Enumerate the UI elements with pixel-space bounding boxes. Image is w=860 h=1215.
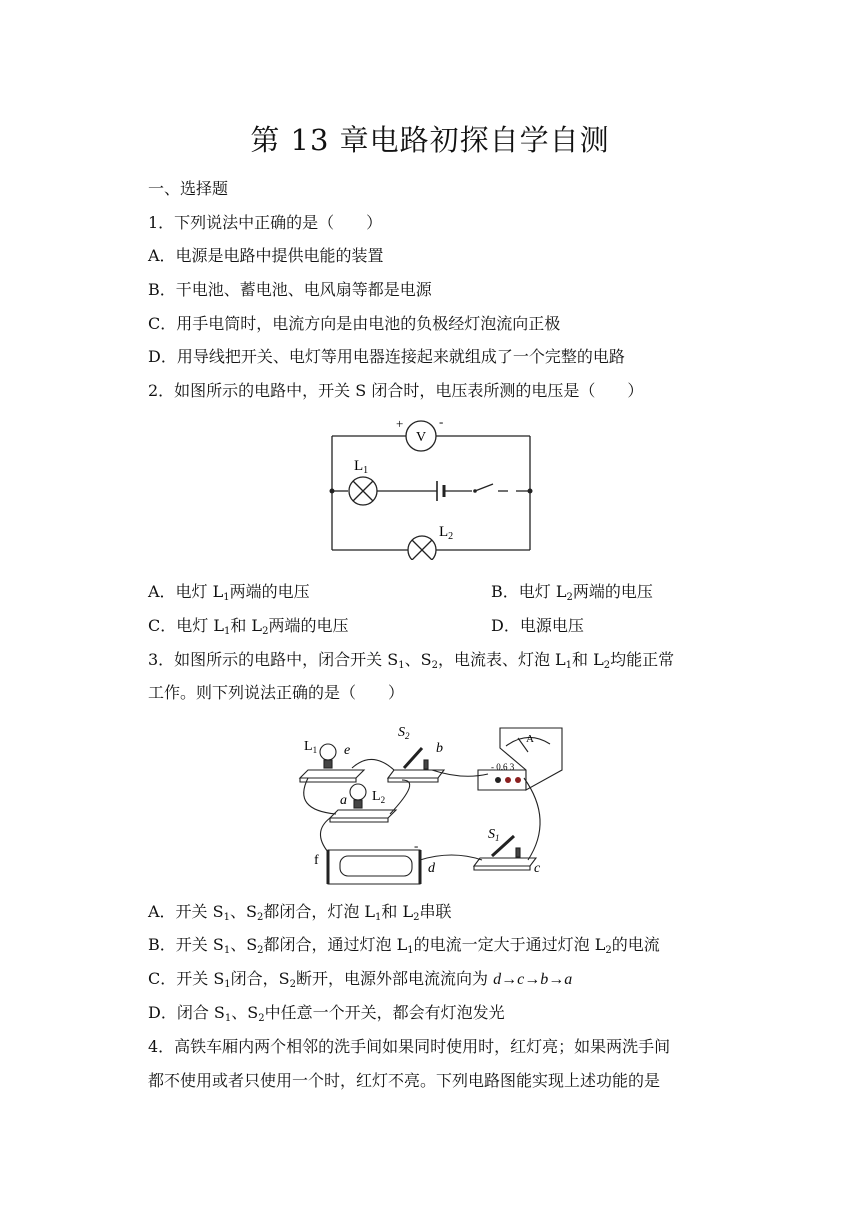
switch-s2-board-edge (388, 778, 438, 782)
point-b-label: b (436, 741, 443, 756)
lamp-l1-board-edge (300, 778, 356, 782)
lamp-l1-bulb (320, 744, 336, 760)
wire-l1-l2 (304, 778, 336, 814)
lamp-l2-bulb (350, 784, 366, 800)
lamp-l2-base (354, 800, 362, 808)
switch-s1-label: $S_1$ (488, 827, 500, 843)
junction-dot (528, 489, 533, 494)
point-a-label: a (340, 793, 347, 808)
switch-s1-board-edge (474, 866, 530, 870)
lamp-l2-label: $L_2$ (439, 524, 454, 542)
battery-cell (340, 856, 412, 876)
q2-option-d: D．电源电压 (491, 616, 584, 635)
junction-dot (330, 489, 335, 494)
ammeter-scale-label: - 0.6 3 (491, 762, 515, 772)
point-c-label: c (534, 861, 541, 876)
lamp-l2-symbol (408, 536, 436, 560)
q3-stem-line2: 工作。则下列说法正确的是（ ） (148, 683, 405, 702)
q1-option-b: B．干电池、蓄电池、电风扇等都是电源 (148, 280, 432, 299)
q3-stem-line1: 3．如图所示的电路中，闭合开关 $S_1$、$S_2$，电流表、灯泡 $L_1$和 $L_2$均能正常 (148, 650, 675, 671)
wire-l2-f (320, 818, 330, 852)
q2-option-a: A．电灯 $L_1$两端的电压 (148, 582, 310, 603)
voltmeter-label: V (415, 430, 427, 445)
wire-e-s2 (352, 759, 394, 770)
q3-option-d: D．闭合 $S_1$、$S_2$中任意一个开关，都会有灯泡发光 (148, 1003, 505, 1024)
q1-option-d: D．用导线把开关、电灯等用电器连接起来就组成了一个完整的电路 (148, 347, 625, 366)
switch-blade (475, 484, 493, 491)
wire-d-s1 (420, 855, 482, 860)
q2-circuit-diagram (320, 412, 545, 560)
section-heading: 一、选择题 (148, 179, 229, 198)
lamp-l2-board-edge (330, 818, 388, 822)
current-path: d→c→b→a (493, 971, 573, 988)
ammeter-label: A (526, 733, 534, 745)
voltmeter-minus-label: - (439, 414, 444, 429)
lamp-l1-base (324, 760, 332, 768)
page-title: 第 13 章电路初探自学自测 (250, 123, 610, 157)
q3-option-c: C．开关 $S_1$闭合，$S_2$断开，电源外部电流流向为 d→c→b→a (148, 969, 573, 990)
q1-option-c: C．用手电筒时，电流方向是由电池的负极经灯泡流向正极 (148, 314, 561, 333)
point-f-label: f (314, 853, 319, 868)
q2-option-b: B．电灯 $L_2$两端的电压 (491, 582, 653, 603)
lamp-l1-board (300, 770, 364, 778)
switch-s2-contact (424, 760, 428, 769)
battery-minus-label: - (414, 838, 419, 853)
ammeter-terminal (505, 777, 511, 783)
switch-s1-board (474, 858, 536, 866)
wire-l2-s2 (390, 780, 410, 814)
q4-stem-line1: 4．高铁车厢内两个相邻的洗手间如果同时使用时，红灯亮；如果两洗手间 (148, 1037, 671, 1056)
q3-option-a: A．开关 $S_1$、$S_2$都闭合，灯泡 $L_1$和 $L_2$串联 (148, 902, 452, 923)
q3-option-b: B．开关 $S_1$、$S_2$都闭合，通过灯泡 $L_1$的电流一定大于通过灯泡 $L_2$的电流 (148, 935, 660, 956)
q1-option-a: A．电源是电路中提供电能的装置 (148, 246, 384, 265)
point-d-label: d (428, 861, 435, 876)
lamp-l1-label: $L_1$ (354, 458, 369, 476)
q3-physical-circuit-figure (292, 720, 576, 888)
point-e-label: e (344, 743, 351, 758)
switch-s2-blade (404, 748, 422, 768)
switch-pivot (473, 489, 477, 493)
ammeter-terminal (515, 777, 521, 783)
ammeter-terminal (495, 777, 501, 783)
lamp-l2-label: $L_2$ (372, 789, 386, 805)
lamp-l2-board (330, 810, 396, 818)
switch-s1-contact (516, 848, 520, 857)
switch-s2-label: $S_2$ (398, 725, 410, 741)
lamp-l1-label: $L_1$ (304, 739, 318, 755)
q1-stem: 1．下列说法中正确的是（ ） (148, 213, 383, 232)
q4-stem-line2: 都不使用或者只使用一个时，红灯不亮。下列电路图能实现上述功能的是 (148, 1071, 661, 1090)
q2-option-c: C．电灯 $L_1$和 $L_2$两端的电压 (148, 616, 349, 637)
q2-stem: 2．如图所示的电路中，开关 S 闭合时，电压表所测的电压是（ ） (148, 381, 644, 400)
voltmeter-plus-label: + (396, 416, 404, 431)
